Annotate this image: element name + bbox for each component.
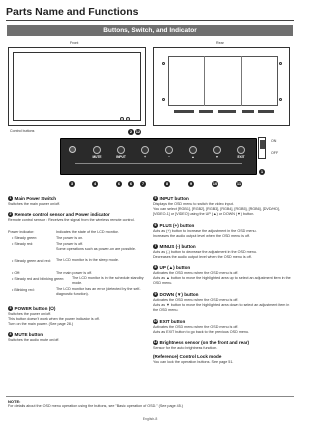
s9-title: DOWN (▼) button	[159, 292, 199, 297]
state-key: • Off:	[12, 271, 21, 275]
note-divider	[6, 396, 294, 397]
up-button[interactable]	[189, 146, 197, 154]
s3-body2: This button doesn't work when the power indicator is off.	[8, 317, 100, 321]
s5-number: 5	[154, 196, 157, 201]
callout-8: 8	[165, 181, 169, 186]
s8-heading	[153, 265, 190, 270]
state-value: The main power is off.	[56, 271, 93, 275]
s2-body: Remote control sensor : Receives the signal from the wireless remote control.	[8, 218, 135, 222]
exit-label: EXIT	[237, 155, 245, 159]
state-value: The power is off.	[56, 242, 84, 246]
s7-number: 7	[154, 244, 157, 249]
title-divider	[6, 20, 294, 21]
s8-body2: Acts as ▲ button to move the highlighted area up to select an adjustment item in the OSD menu.	[153, 276, 291, 286]
mute-label: MUTE	[92, 155, 102, 159]
state-key: • Steady green:	[12, 236, 38, 240]
switch-knob-icon	[260, 140, 265, 149]
s5-heading	[153, 196, 189, 201]
rear-port-icon	[174, 110, 194, 113]
state-key: • Blinking red:	[12, 288, 35, 292]
power-indicator-label: Power indicator:	[8, 230, 35, 234]
callout-4: 4	[93, 181, 97, 186]
s6-number: 6	[154, 223, 157, 228]
page-footer: English-8	[142, 417, 158, 421]
s9-number: 9	[154, 292, 157, 297]
section-banner: Buttons, Switch, and Indicator	[7, 25, 293, 36]
rear-hole-icon	[162, 62, 165, 65]
rear-grid-line	[204, 56, 205, 106]
callout-11: 11	[236, 181, 242, 186]
ref-body: You can lock the operation buttons. See page 51.	[153, 360, 234, 364]
s11-title: Brightness sensor (on the front and rear)	[159, 340, 250, 345]
page-title: Parts Name and Functions	[6, 6, 139, 18]
front-screen	[13, 52, 141, 121]
s4-title: MUTE button	[14, 332, 44, 337]
s7-title: MINUS (-) button	[159, 244, 196, 249]
s1-body: Switches the main power on/off.	[8, 202, 61, 206]
state-value: The LCD monitor is in the sleep mode.	[56, 258, 119, 262]
rear-port-icon	[258, 110, 274, 113]
s10-body2: Acts as EXIT button to go back to the previous OSD menu.	[153, 330, 250, 334]
state-key: • Steady green and red:	[12, 259, 51, 263]
state-value: The LCD monitor is in the schedule standby mode.	[72, 276, 144, 286]
control-buttons-label: Control buttons	[10, 129, 35, 133]
rear-hole-icon	[162, 98, 165, 101]
callout-3: 3	[70, 181, 74, 186]
rear-label: Rear	[216, 41, 224, 45]
rear-port-icon	[199, 110, 213, 113]
s2-title: Remote control sensor and Power indicator	[14, 212, 110, 217]
state-key: • Steady red:	[12, 242, 34, 246]
down-label: ▼	[215, 155, 219, 159]
s9-body2: Acts as ▼ button to move the highlighted area down to select an adjustment item in the OSD menu.	[153, 303, 290, 313]
minus-label: −	[168, 155, 170, 159]
s4-body: Switches the audio mute on/off.	[8, 338, 60, 342]
rear-grid-line	[241, 56, 242, 106]
rear-hole-icon	[279, 98, 282, 101]
state-value: The LCD monitor has an error (detected by the self-diagnostic function).	[56, 287, 141, 297]
front-monitor-illustration	[8, 47, 146, 126]
rear-port-icon	[242, 110, 254, 113]
s1-heading	[8, 196, 56, 201]
rear-panel	[168, 56, 278, 106]
s6-title: PLUS (+) button	[159, 223, 195, 228]
s10-title: EXIT button	[159, 319, 186, 324]
s8-number: 8	[154, 265, 157, 270]
state-value: The power is on.	[56, 236, 84, 240]
s7-body1: Acts as (-) button to decrease the adjustment in the OSD menu.	[153, 250, 257, 254]
callout-10: 10	[212, 181, 218, 186]
minus-button[interactable]	[165, 146, 173, 154]
exit-button[interactable]	[237, 146, 245, 154]
callout-7: 7	[141, 181, 145, 186]
panel-divider	[75, 163, 242, 164]
s10-number: 10	[153, 319, 158, 324]
state-key: • Steady red and blinking green:	[12, 277, 65, 281]
power-indicator-desc: Indicates the state of the LCD monitor.	[56, 230, 119, 234]
s5-body2: You can select [RGB1], [RGB2], [RGB3], [RGB4], [RGB5], [RGB6], [DVD/HD], [VIDEO-1] or [VIDEO] using the UP (▲) or DOWN (▼) button.	[153, 207, 280, 217]
state-value: Some operations such as power-on are possible.	[56, 247, 136, 251]
ref-heading: (Reference) Control Lock mode	[153, 354, 222, 359]
input-label: INPUT	[116, 155, 126, 159]
s3-body1: Switches the power on/off.	[8, 312, 52, 316]
s1-number: 1	[9, 196, 12, 201]
s7-heading	[153, 244, 196, 249]
callout-6: 6	[129, 181, 133, 186]
note-label: NOTE:	[8, 399, 21, 404]
s6-body1: Acts as (+) button to increase the adjustment in the OSD menu.	[153, 229, 257, 233]
s6-body2: Increases the audio output level when the OSD menu is off.	[153, 234, 251, 238]
down-button[interactable]	[213, 146, 221, 154]
s9-heading	[153, 292, 199, 297]
s8-title: UP (▲) button	[159, 265, 191, 270]
s8-body1: Activates the OSD menu when the OSD menu is off.	[153, 271, 239, 275]
rear-port-icon	[218, 110, 236, 113]
input-button[interactable]	[117, 146, 125, 154]
s1-title: Main Power Switch	[14, 196, 57, 201]
s5-body1: Displays the OSD menu to switch the video input.	[153, 202, 234, 206]
power-button-icon[interactable]	[69, 146, 76, 153]
callout-9: 9	[189, 181, 193, 186]
s3-body3: Turn on the main power. (See page 28.)	[8, 322, 74, 326]
rear-hole-icon	[279, 62, 282, 65]
front-sensor-icon	[120, 117, 124, 121]
callout-2: 2	[129, 129, 133, 134]
plus-button[interactable]	[141, 146, 149, 154]
s11-body: Sensor for the auto brightness function.	[153, 346, 218, 350]
front-indicator-icon	[126, 117, 130, 121]
control-panel	[60, 138, 257, 175]
callout-12: 12	[135, 129, 141, 134]
s9-body1: Activates the OSD menu when the OSD menu is off.	[153, 298, 239, 302]
note-body: For details about the OSD menu operation using the buttons, see "Basic operation of OSD." (See page 45.)	[8, 404, 184, 408]
mute-button[interactable]	[93, 146, 101, 154]
s5-title: INPUT button	[159, 196, 189, 201]
s2-number: 2	[9, 212, 12, 217]
plus-label: +	[144, 155, 146, 159]
switch-on-label: ON	[271, 139, 277, 143]
s2-heading	[8, 212, 110, 217]
rear-monitor-illustration	[153, 47, 290, 126]
s7-body2: Decreases the audio output level when the OSD menu is off.	[153, 255, 252, 259]
s3-title: POWER button (⏻)	[14, 306, 56, 311]
up-label: ▲	[191, 155, 195, 159]
switch-off-label: OFF	[271, 151, 279, 155]
s10-heading	[153, 319, 185, 324]
s11-number: 11	[153, 340, 158, 345]
s3-number: 3	[9, 306, 12, 311]
s11-heading	[153, 340, 249, 345]
callout-5: 6	[117, 181, 121, 186]
s3-heading	[8, 306, 55, 311]
s6-heading	[153, 223, 194, 228]
s4-number: 4	[9, 332, 12, 337]
s4-heading	[8, 332, 43, 337]
front-label: Front	[70, 41, 79, 45]
callout-1: 1	[260, 169, 264, 174]
s10-body1: Activates the OSD menu when the OSD menu is off.	[153, 325, 239, 329]
